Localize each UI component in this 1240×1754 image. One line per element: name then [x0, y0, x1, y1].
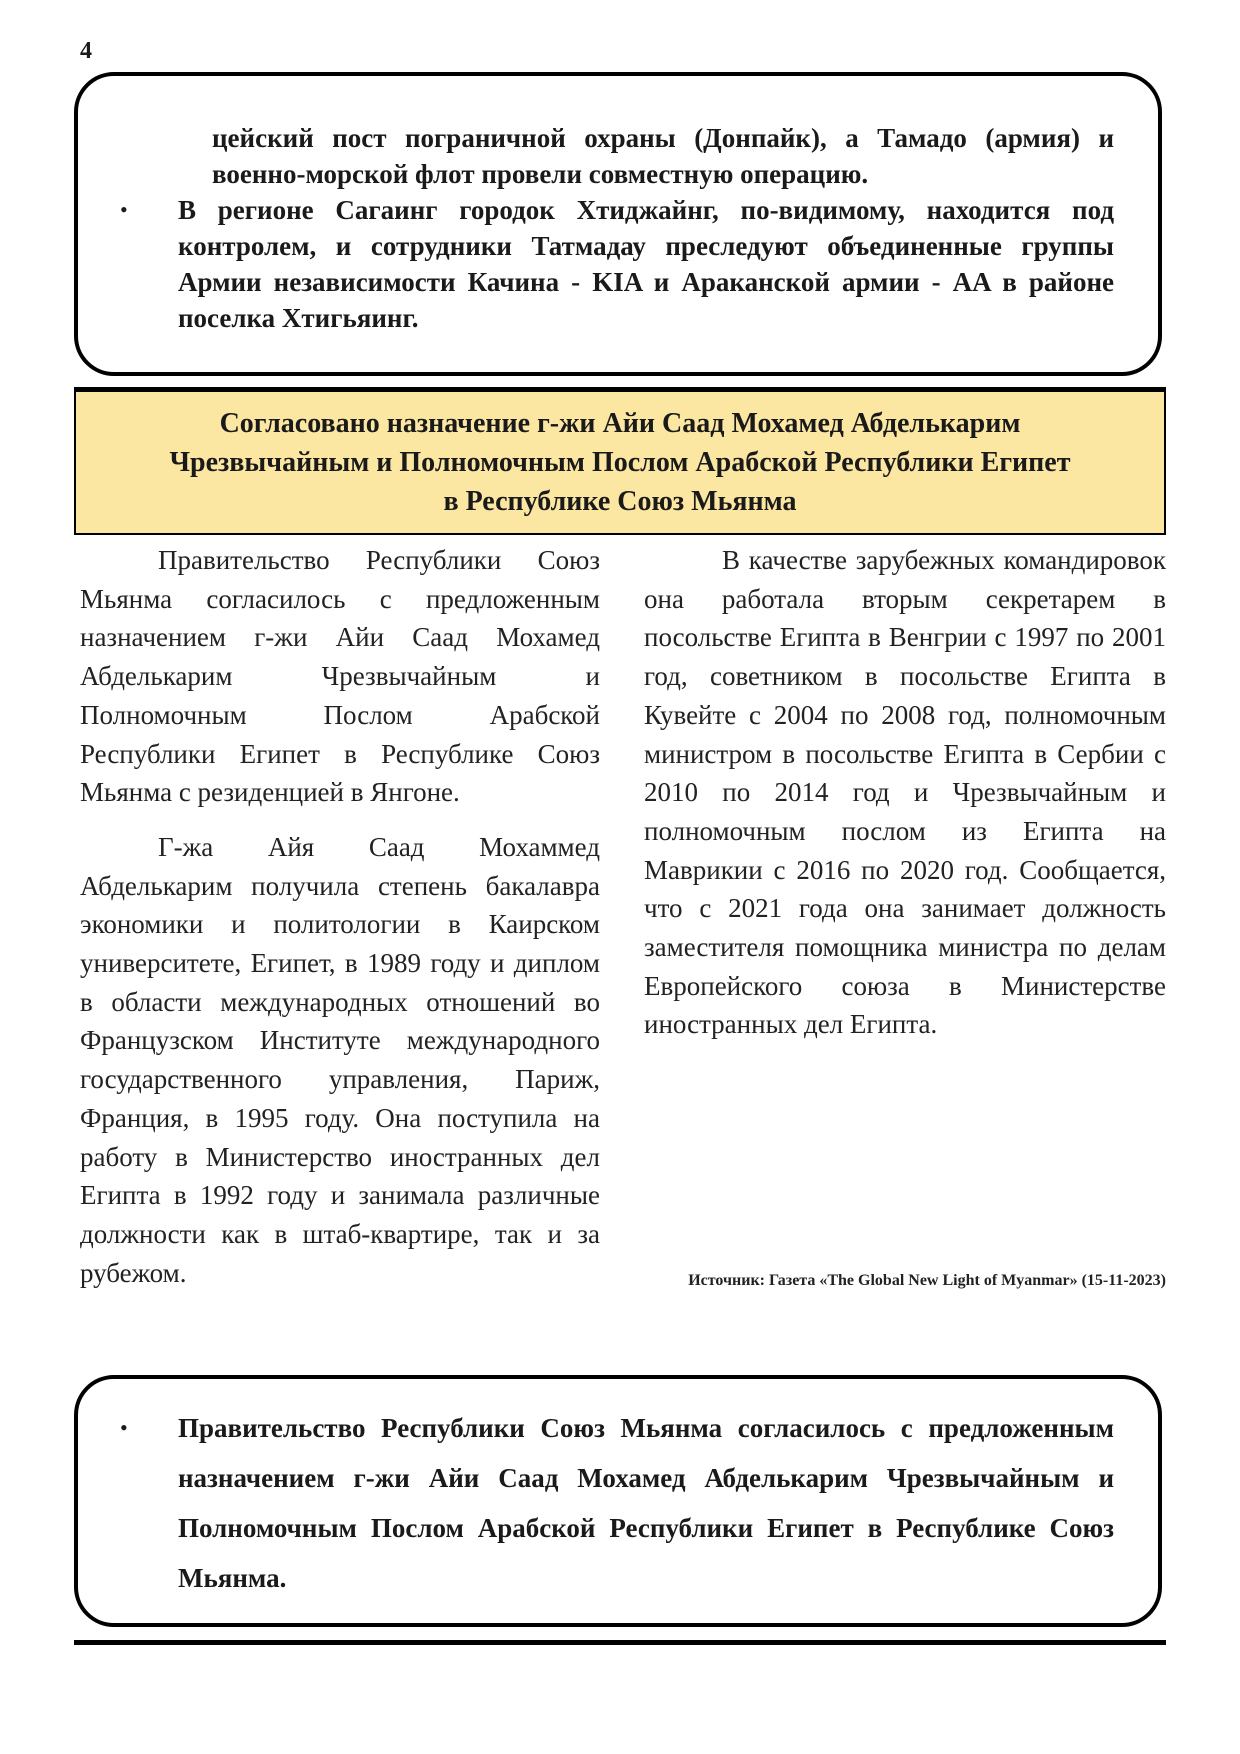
- bottom-box-bullet-text: Правительство Республики Союз Мьянма согласилось с предложенным назначением г-жи Айи Саад Мохамед Абделькарим Чрезвычайным и Полномочным Послом Арабской Республики Египет в Республике Союз Мьянма.: [178, 1413, 1114, 1593]
- top-box-bullet-text: В регионе Сагаинг городок Хтиджайнг, по-видимому, находится под контролем, и сотрудники Татмадау преследуют объединенные группы Армии независимости Качина - KIA и Араканской армии - AA в районе поселка Хтигьяинг.: [178, 195, 1114, 333]
- bottom-divider: [74, 1640, 1166, 1645]
- article-source: Источник: Газета «The Global New Light of Myanmar» (15-11-2023): [688, 1272, 1166, 1289]
- bullet-icon: •: [120, 197, 128, 222]
- article-column-left: [80, 541, 600, 1308]
- article-column-right: [644, 541, 1166, 1060]
- bottom-summary-box: [74, 1375, 1162, 1627]
- top-box-continuation-text: цейский пост пограничной охраны (Донпайк), а Тамадо (армия) и военно-морской флот провели совместную операцию.: [212, 123, 1114, 189]
- bottom-box-bullet-item: [116, 1403, 1114, 1603]
- article-headline-box: [74, 387, 1166, 535]
- article-paragraph: В качестве зарубежных командировок она работала вторым секретарем в посольстве Египта в Венгрии с 1997 по 2001 год, советником в посольстве Египта в Кувейте с 2004 по 2008 год, полномочным министром в посольстве Египта в Сербии с 2010 по 2014 год и Чрезвычайным и полномочным послом из Египта на Маврикии с 2016 по 2020 год. Сообщается, что с 2021 года она занимает должность заместителя помощника министра по делам Европейского союза в Министерстве иностранных дел Египта.: [644, 545, 1166, 1040]
- top-summary-box: [74, 72, 1162, 376]
- article-paragraph: Правительство Республики Союз Мьянма согласилось с предложенным назначением г-жи Айи Саад Мохамед Абделькарим Чрезвычайным и Полномочным Послом Арабской Республики Египет в Республике Союз Мьянма с резиденцией в Янгоне.: [80, 545, 600, 808]
- bullet-icon: •: [120, 1415, 128, 1440]
- page-number: 4: [80, 38, 92, 64]
- article-headline: Согласовано назначение г-жи Айи Саад Мохамед Абделькарим Чрезвычайным и Полномочным Послом Арабской Республики Египет в Республике Союз Мьянма: [169, 408, 1071, 517]
- article-paragraph: Г-жа Айя Саад Мохаммед Абделькарим получила степень бакалавра экономики и политологии в Каирском университете, Египет, в 1989 году и диплом в области международных отношений во Французском Институте международного государственного управления, Париж, Франция, в 1995 году. Она поступила на работу в Министерство иностранных дел Египта в 1992 году и занимала различные должности как в штаб-квартире, так и за рубежом.: [80, 831, 600, 1288]
- top-box-bullet-item: [116, 192, 1114, 336]
